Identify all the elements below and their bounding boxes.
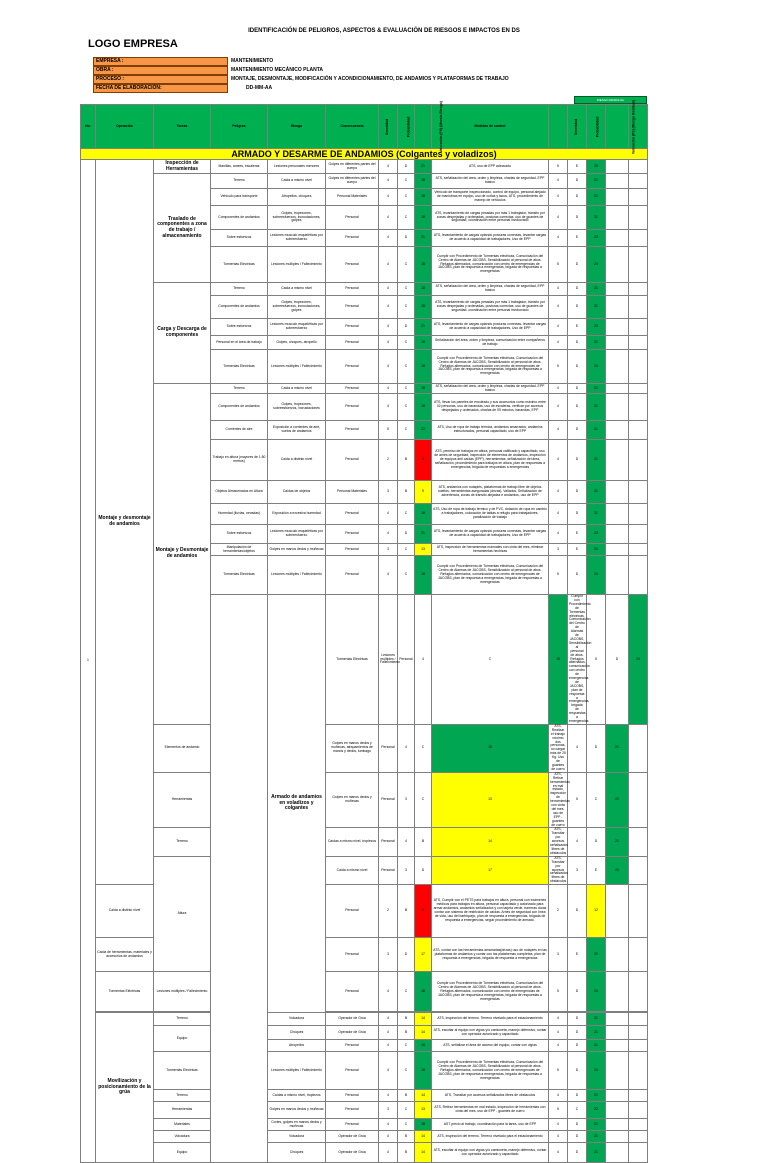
table-row: Movilización y posicionamiento de la grúa Terreno Volcadura Operador de Grúa 4 B 14 ATS, inspección del terreno. Terreno nivelado para el estacionamiento 4 D 21 — [81, 1013, 648, 1026]
table-row: Herramientas Golpes en manos dedos y muñecas Personal 3 C 13 ATS, Retirar herramientas en mal estado, inspección de herramientas con cinta del mes, uso de EPP - guantes de cuero 5 C 22 — [81, 1102, 648, 1119]
field-label: EMPRESA : — [93, 57, 228, 66]
company-logo: LOGO EMPRESA — [88, 38, 178, 50]
header-row — [81, 105, 648, 149]
table-row: Tormentas Eléctricas Lesiones múltiples / Fallecimiento Personal 4 C 18 Cumplir con Procedimiento de Tormentas eléctricas, Comunicación del Centro de Alarmas de JACOBS, Sensibilización al personal de abus. Refugios alternados, comunicación con centro de emergencias de JACOBS, plan de respuesta a emergencias, brigada de respuestas a emergencias 5 D 24 — [81, 350, 648, 384]
table-row: Humedad (lluvias, nevadas) Exposición a excesiva humedad Personal 4 C 18 ATS, Uso de ropa de trabajo térmico y de PVC, dotación de ropa en cambio a trabajadores, colocación de tablas a refugio para trabajadores, paralización de trabajo 4 D 21 — [81, 504, 648, 525]
table-row: Corrientes de aire Exposición a corrientes de aire, vuelos de andamios Personal 5 C 22 ATS, Uso de ropa de trabajo térmica, andamios amarrados, andamios estructurados, personal capacitado, uso de EPP 4 D 21 — [81, 421, 648, 440]
table-row: Objetos Almacenados en Altura Caídas de objetos Personal Materiales 3 B 9 ATS, andamios con rodapiés, plataformas de trabajo libre de objetos sueltos, herramientas aseguradas (drizas), Vallados, Señalización de advertencia, zonas de tránsito alejadas e andamios, uso de EPP 4 D 21 — [81, 481, 648, 504]
table-row: Vehículo para transporte Atropellos, choques Personal Materiales 4 C 18 Vehículo de transporte inspeccionado, control de equipo, personal alejado de maniobras en equipo, uso de cuñas y tacos, ATS, procedimiento de manejo de vehículos 4 D 21 — [81, 189, 648, 206]
table-row: Terreno Caídas a mismo nivel, tropiezos Personal 4 B 14 ATS, Transitar por accesos señalizados libres de obstáculos 4 D 21 — [81, 828, 648, 856]
table-row: Tormentas Eléctricas Lesiones múltiples / Fallecimiento Personal 4 C 18 Cumplir con Procedimiento de Tormentas eléctricas, Comunicación del Centro de Alarmas de JACOBS, Sensibilización al personal de abus. Refugios alternados, comunicación con centro de emergencias de JACOBS, plan de respuesta a emergencias, brigada de respuestas a emergencias 5 D 24 — [81, 556, 648, 595]
col-severidad: Severidad — [379, 105, 398, 149]
table-row: Manipulación de herramientas/objetos Golpes en manos dedos y muñecas Personal 3 C 13 ATS, inspección de herramientas manuales con cinta del mes, eliminar herramientas hechizas 3 E 20 — [81, 544, 648, 556]
field-value: MONTAJE, DESMONTAJE, MODIFICACIÓN Y ACONDICIONAMIENTO, DE ANDAMIOS Y PLATAFORMAS DE TRABAJO — [231, 76, 509, 82]
table-row: Armado de andamios en voladizos y colgantes Tormentas Eléctricas Lesiones múltiples / Fallecimiento Personal 4 C 18 Cumplir con Procedimiento de Tormentas eléctricas, Comunicación del Centro de Alarmas de JACOBS, Sensibilización al personal de abus. Refugios alternados, comunicación con centro de emergencias de JACOBS, plan de respuesta a emergencias, brigada de respuestas a emergencias 5 D 24 — [81, 595, 648, 725]
table-row: Tormentas Eléctricas Lesiones múltiples / Fallecimiento Personal 4 C 18 Cumplir con Procedimiento de Tormentas eléctricas, Comunicación del Centro de Alarmas de JACOBS, Sensibilización al personal de abus. Refugios alternados, comunicación con centro de emergencias de JACOBS, plan de respuesta a emergencias, brigada de respuestas a emergencias 5 D 24 — [81, 1052, 648, 1090]
field-label: OBRA : — [93, 66, 228, 75]
col-probabilidad-residual: Probabilidad — [587, 105, 606, 149]
residual-risk-label: RIESGO RESIDUAL — [574, 96, 647, 104]
table-row: Volcadura Volcadura Operador de Grúa 4 B 14 ATS, inspección del terreno. Terreno nivelado para el estacionamiento 4 D 21 — [81, 1131, 648, 1143]
table-row: Traslado de componentes a zona de trabajo / almacenamiento Terreno Caída a mismo nivel Golpes en diferentes partes del cuerpo 4 C 18 ATS, señalización del área, orden y limpieza, charlas de seguridad, EPP básico 4 D 21 — [81, 174, 648, 189]
table-row: Elementos de andamio Golpes en manos dedos y muñecas, atrapamientos de manos y dedos, lumbago Personal 4 C 18 ATS, Realizar el trabajo mínimo dos personas, no cargar más de 25 Kg. Uso de guantes de cuero 4 D 21 — [81, 724, 648, 772]
col-valoracion-residual: Valoración (PS) (Riesgo Residual) — [606, 105, 629, 149]
col-consecuencia: Consecuencia — [326, 105, 379, 149]
section-header — [81, 149, 648, 160]
table-row: Atropellos Personal 4 C 18 ATS, señalizar el área de acceso del equipo, contar con vigías 4 D 21 — [81, 1040, 648, 1052]
field-value: DD-MM-AA — [246, 85, 273, 91]
table-row: Componentes de andamios Golpes, tropezones, sobreesfuerzos, incrustaciones Personal 4 C 18 ATS, llevar los paneles de encofrado y sus accesorios como máximo entre 02 personas, uso de barandas, uso de escaleras, verificar por accesos despejados y ordenados, charlas de 05 minutos, barandas, EPP 4 D 21 — [81, 394, 648, 421]
table-row: Personal en el área de trabajo Golpes, choques, atropello Personal 4 C 18 Señalización del área, orden y limpieza, comunicación entre compañeros de trabajo 4 D 21 — [81, 336, 648, 350]
col-severidad-residual: Severidad — [568, 105, 587, 149]
table-row: Caída de herramientas, materiales y accesorios de andamios Personal 3 D 17 ATS, contar con las herramientas amarradas(drizas) uso de rodapiés en las plataformas de andamios y contar con las plataformas completas, plan de respuesta a emergencias, brigada de respuesta a emergencias 3 E 20 — [81, 938, 648, 972]
document-title: IDENTIFICACIÓN DE PELIGROS, ASPECTOS & EVALUACIÓN DE RIESGOS E IMPACTOS EN DS — [248, 28, 520, 34]
col-riesgo: Riesgo — [268, 105, 326, 149]
section-title: ARMADO Y DESARME DE ANDAMIOS (Colgantes y voladizos) — [81, 149, 648, 160]
task-cell: Armado de andamios en voladizos y colgantes — [268, 595, 326, 1013]
table-row: Equipo Choques Operador de Grúa 4 B 14 ATS, escoltar al equipo con vigías y/o camioneta, manejo defensivo, contar con operador autorizado y capacitado 4 D 21 — [81, 1026, 648, 1040]
table-row: Tormentas Eléctricas Lesiones múltiples / Fallecimiento Personal 4 C 18 Cumplir con Procedimiento de Tormentas eléctricas, Comunicación del Centro de Alarmas de JACOBS, Sensibilización al personal de abus. Refugios alternados, comunicación con centro de emergencias de JACOBS, plan de respuesta a emergencias, brigada de respuestas a emergencias 5 D 24 — [81, 247, 648, 283]
table-row: Herramientas Golpes en manos dedos y muñecas Personal 3 C 13 ATS, Retirar herramientas en mal estado, inspección de herramientas con cinta del mes, uso de EPP - guantes de cuero 5 C 22 — [81, 772, 648, 828]
table-row: Sobre esfuerzos Lesiones musculo esqueléticas por sobreesfuerzo Personal 4 D 21 ATS, levantamiento de cargas optando posturas correctas, levantar cargas de acuerdo a capacidad de trabajadores, Uso de EPP 4 E 23 — [81, 230, 648, 247]
field-value: MANTENIMIENTO MECÁNICO PLANTA — [231, 67, 324, 73]
table-row: 1 Montaje y desmontaje de andamios Inspección de Herramientas Manillas, amees, escaleras Lesiones personales menores Golpes en diferentes partes del cuerpo 4 D 21 ATS, uso de EPP adecuado 5 E 25 — [81, 160, 648, 174]
table-row: Trabajo en altura (mayores de 1.80 metros) Caída a distinto nivel Personal 2 B 8 ATS, permiso de trabajos en altura, personal calificado y capacitado, uso de arnés de seguridad, inspección de elementos de andamios, inspección de equipos anti caídas (EPP), herramientas, señalización del área, señalización, procedimiento para trabajos en altura, plan de respuestas a emergencias, brigada de respuestas a emergencias 4 D 21 — [81, 440, 648, 481]
task-cell: Traslado de componentes a zona de trabajo / almacenamiento — [154, 174, 211, 283]
field-label: FECHA DE ELABORACIÓN: — [93, 84, 228, 93]
task-cell: Inspección de Herramientas — [154, 160, 211, 174]
col-medidas: Medidas de control — [432, 105, 549, 149]
task-cell: Montaje y Desmontaje de andamios — [154, 384, 211, 725]
table-row: Sobre esfuerzos Lesiones musculo esqueléticas por sobreesfuerzo Personal 4 D 21 ATS, levantamiento de cargas optando posturas correctas, levantar cargas de acuerdo a capacidad de trabajadores, Uso de EPP 4 E 23 — [81, 319, 648, 336]
row-number: 1 — [81, 160, 96, 1163]
task-cell: Carga y Descarga de componentes — [154, 283, 211, 384]
table-row: Terreno Caídas a mismo nivel, tropiezos Personal 4 B 14 ATS, Transitar por accesos señalizados libres de obstáculos 4 D 21 — [81, 1090, 648, 1102]
col-valoracion: Valoración (PS) (Mezcla Riesgo) — [415, 105, 432, 149]
field-label: PROCESO : — [93, 75, 228, 84]
col-no: No. — [81, 105, 96, 149]
operation-cell: Montaje y desmontaje de andamios — [96, 160, 154, 885]
col-tareas: Tareas — [154, 105, 211, 149]
table-row: Montaje y Desmontaje de andamios Terreno Caída a mismo nivel Personal 4 C 18 ATS, señalización del área, orden y limpieza, charlas de seguridad, EPP básico 4 D 21 — [81, 384, 648, 394]
task-cell: Movilización y posicionamiento de la grúa — [96, 1013, 154, 1163]
table-row: Carga y Descarga de componentes Terreno Caída a mismo nivel Personal 4 C 18 ATS, señalización del área, orden y limpieza, charlas de seguridad, EPP básico 4 D 21 — [81, 283, 648, 296]
table-row: Componentes de andamios Golpes, tropezones, sobreesfuerzos, incrustaciones, golpes Personal 4 C 18 ATS, levantamiento de cargas pesadas por más 1 trabajador, tránsito por zonas despejadas y ordenadas, posturas correctas, uso de guantes de seguridad, coordinación entre personal involucrado 4 D 21 — [81, 296, 648, 319]
table-row: Componentes de andamios Golpes, tropezones, sobreesfuerzos, incrustaciones, golpes Personal 4 C 18 ATS, levantamiento de cargas pesadas por más 1 trabajador, tránsito por zonas despejadas y ordenadas, posturas correctas, uso de guantes de seguridad, coordinación entre personal involucrado 4 D 21 — [81, 206, 648, 230]
field-value: MANTENIMIENTO — [231, 58, 274, 64]
table-row: Sobre esfuerzos Lesiones musculo esqueléticas por sobreesfuerzo Personal 4 D 21 ATS, levantamiento de cargas optando posturas correctas, levantar cargas de acuerdo a capacidad de trabajadores, Uso de EPP 4 E 23 — [81, 525, 648, 544]
table-row: Altura Caída a mismo nivel Personal 3 D 17 ATS, Transitar por accesos señalizados libres de obstáculos 3 E 20 — [81, 856, 648, 884]
col-peligros: Peligros — [211, 105, 268, 149]
table-row: Materiales Cortes, golpes en manos dedos y muñecas Personal 4 C 18 AST previo al trabajo, coordinación para la tarea, uso de EPP 4 D 21 — [81, 1119, 648, 1131]
col-operacion: Operación — [96, 105, 154, 149]
table-row: Tormentas Eléctricas Lesiones múltiples / Fallecimiento Personal 4 C 18 Cumplir con Procedimiento de Tormentas eléctricas, Comunicación del Centro de Alarmas de JACOBS, Sensibilización al personal de abus. Refugios alternados, comunicación con centro de emergencias de JACOBS, plan de respuesta a emergencias, brigada de respuestas a emergencias 5 D 24 — [81, 972, 648, 1012]
risk-table — [80, 99, 648, 1163]
table-row: Equipo Choques Operador de Grúa 4 B 14 ATS, escoltar al equipo con vigías y/o camioneta, manejo defensivo, contar con operador autorizado y capacitado 4 D 21 — [81, 1143, 648, 1163]
col-probabilidad: Probabilidad — [398, 105, 415, 149]
table-row: Caída a distinto nivel Personal 2 B 8 ATS, Cumplir con el PETS para trabajos en altura, personal con exámenes médicos para trabajos en altura, personal capacitado y autorizado para armar andamios, andamios señalizados y con tarjeta verde, barreras duras contar con sistema de restricción de caídas. Arnés de seguridad con línea de vida, uso del barbiquejo, plan de respuesta a emergencias, brigada de respuesta a emergencias, seguir procedimiento de armado. 2 D 12 — [81, 885, 648, 938]
